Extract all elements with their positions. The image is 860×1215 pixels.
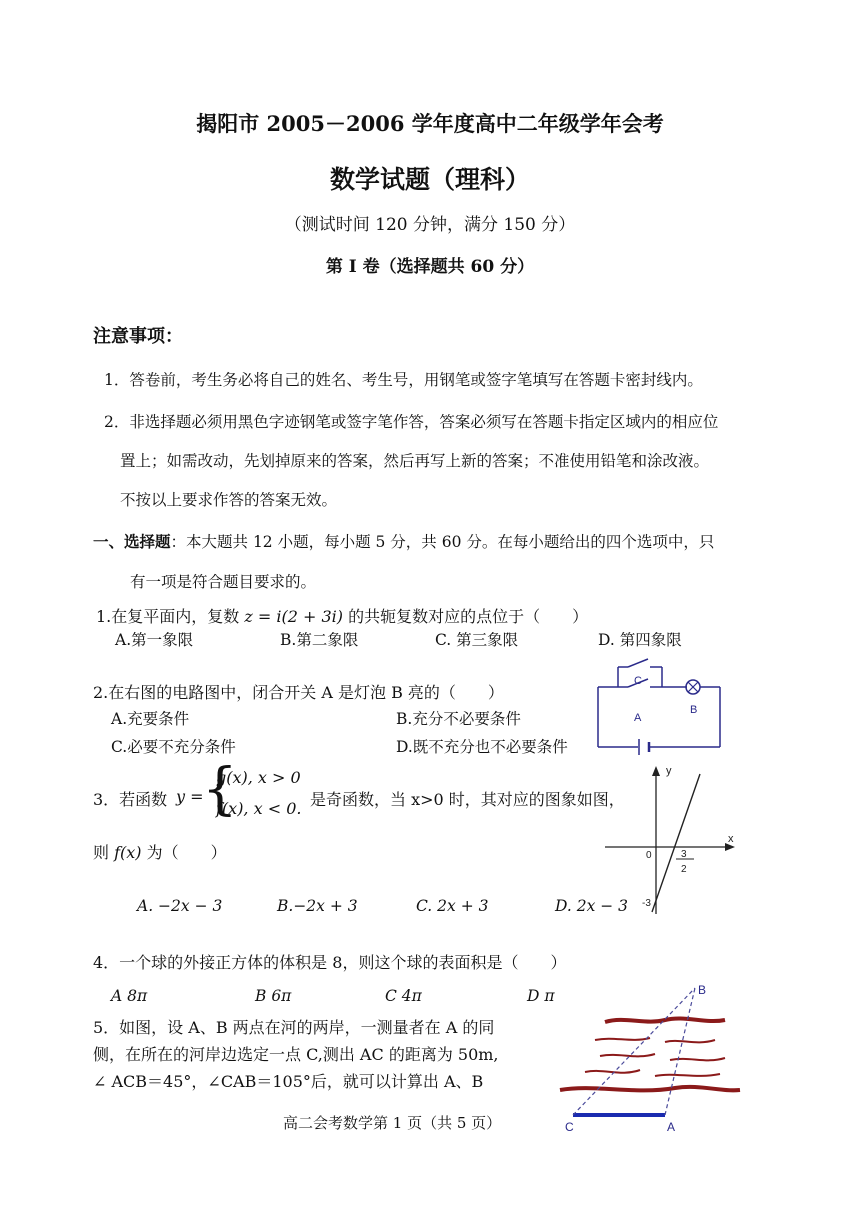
- label-c: C: [634, 675, 642, 687]
- q4-option-d: D π: [527, 987, 555, 1005]
- q1-option-b: B.第二象限: [280, 631, 359, 649]
- q2-option-d: D.既不充分也不必要条件: [396, 738, 568, 756]
- segment-ab: [665, 988, 695, 1115]
- q3-brace: {: [202, 757, 238, 822]
- q3-option-d: D. 2x − 3: [555, 897, 629, 915]
- q4-option-c: C 4π: [385, 987, 422, 1005]
- q3-pre: 3．若函数: [93, 790, 168, 809]
- q1-option-d: D. 第四象限: [598, 631, 682, 649]
- subject-title: 数学试题（理科）: [329, 165, 530, 194]
- q5-line-3: ∠ ACB＝45°，∠CAB＝105°后，就可以计算出 A、B: [93, 1072, 484, 1091]
- river-wave: [595, 1038, 715, 1042]
- river-bank-near: [560, 1087, 740, 1091]
- origin-label: 0: [646, 850, 652, 861]
- q4-option-a: A 8π: [111, 987, 148, 1005]
- circuit-diagram: [590, 655, 730, 755]
- y-label: y: [666, 765, 672, 777]
- q2-option-c: C.必要不充分条件: [111, 738, 236, 756]
- q3-post: 是奇函数，当 x>0 时，其对应的图象如图，: [310, 790, 625, 809]
- q1-pre: 1.在复平面内，复数: [96, 607, 245, 626]
- question-2-stem: 2.在右图的电路图中，闭合开关 A 是灯泡 B 亮的（ ）: [93, 683, 504, 702]
- q3-case-1: g(x), x > 0: [216, 768, 301, 787]
- y-axis-arrow-icon: [652, 766, 660, 776]
- time-info: （测试时间 120 分钟，满分 150 分）: [284, 215, 576, 235]
- q3-graph: [600, 762, 745, 917]
- q3-y: y =: [176, 787, 204, 806]
- q3-option-c: C. 2x + 3: [416, 897, 489, 915]
- q3-line-2: [93, 840, 227, 863]
- q1-post: 的共轭复数对应的点位于（ ）: [343, 607, 589, 626]
- volume-title: 第 I 卷（选择题共 60 分）: [325, 257, 535, 277]
- q3-option-b: B.−2x + 3: [277, 897, 358, 915]
- q1-option-c: C. 第三象限: [435, 631, 519, 649]
- q3-line2-pre: 则: [93, 843, 115, 862]
- q5-line-1: 5．如图，设 A、B 两点在河的两岸，一测量者在 A 的同: [93, 1018, 495, 1037]
- x-label: x: [728, 833, 734, 845]
- y-intercept-label: -3: [642, 898, 651, 909]
- river-wave: [585, 1070, 720, 1076]
- page-footer: 高二会考数学第 1 页（共 5 页）: [283, 1114, 502, 1132]
- label-c: C: [565, 1120, 574, 1134]
- label-a: A: [634, 712, 642, 724]
- segment-cb: [573, 988, 695, 1115]
- river-bank-far: [605, 1018, 725, 1022]
- river-wave: [600, 1054, 725, 1060]
- q4-option-b: B 6π: [255, 987, 292, 1005]
- q3-option-a: A. −2x − 3: [137, 897, 223, 915]
- q2-option-b: B.充分不必要条件: [396, 710, 521, 728]
- q2-option-a: A.充要条件: [111, 710, 190, 728]
- question-4-stem: 4．一个球的外接正方体的体积是 8，则这个球的表面积是（ ）: [93, 953, 567, 972]
- q3-line2-post: 为（ ）: [141, 843, 227, 862]
- notice-heading: 注意事项：: [93, 326, 183, 347]
- x-intercept-num: 3: [681, 849, 687, 860]
- switch-c: [628, 659, 648, 667]
- q3-fx: f(x): [114, 843, 142, 862]
- exam-title: 揭阳市 2005－2006 学年度高中二年级学年会考: [196, 111, 664, 136]
- section-1-text-cont: 有一项是符合题目要求的。: [130, 573, 317, 591]
- notice-item-1: 1．答卷前，考生务必将自己的姓名、考生号，用钢笔或签字笔填写在答题卡密封线内。: [104, 371, 703, 389]
- river-diagram: [555, 980, 745, 1135]
- section-1-intro: [93, 530, 714, 552]
- question-1-stem: [96, 604, 588, 627]
- x-intercept-den: 2: [681, 864, 687, 875]
- label-a: A: [667, 1120, 676, 1134]
- q1-expr: z = i(2 + 3i): [244, 607, 344, 626]
- function-line: [652, 774, 700, 912]
- q5-line-2: 侧，在所在的河岸边选定一点 C,测出 AC 的距离为 50m,: [93, 1045, 499, 1064]
- label-b: B: [690, 704, 698, 716]
- notice-item-2: 2．非选择题必须用黑色字迹钢笔或签字笔作答，答案必须写在答题卡指定区域内的相应位: [104, 413, 719, 431]
- section-1-label: 一、选择题: [93, 532, 171, 551]
- notice-item-2-end: 不按以上要求作答的答案无效。: [120, 491, 338, 509]
- section-1-text: ：本大题共 12 小题，每小题 5 分，共 60 分。在每小题给出的四个选项中，只: [170, 533, 715, 551]
- q3-case-2: f(x), x < 0.: [216, 799, 302, 818]
- notice-item-2-cont: 置上；如需改动，先划掉原来的答案，然后再写上新的答案；不准使用铅笔和涂改液。: [120, 452, 710, 470]
- q1-option-a: A.第一象限: [115, 631, 194, 649]
- label-b: B: [698, 983, 707, 997]
